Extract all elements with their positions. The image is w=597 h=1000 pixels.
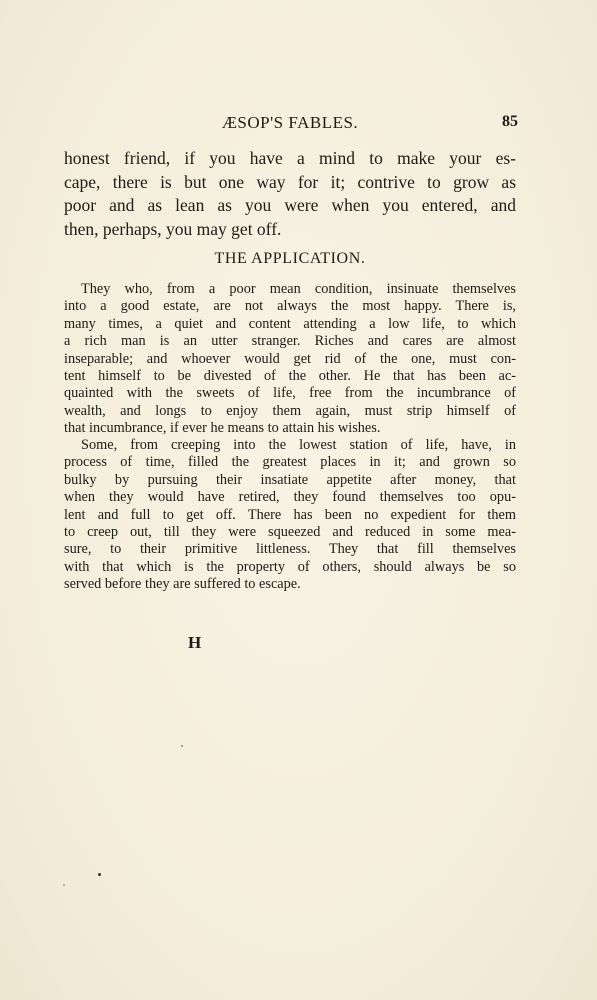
ink-speck: [98, 873, 101, 876]
text-line: process of time, filled the greatest places in it; and grown so: [64, 454, 516, 471]
text-line: Some, from creeping into the lowest station of life, have, in: [81, 437, 516, 453]
text-line: when they would have retired, they found themselves too opu-: [64, 489, 516, 506]
text-line: that incumbrance, if ever he means to attain his wishes.: [64, 420, 381, 437]
application-paragraph-1: [64, 281, 516, 438]
text-line: into a good estate, are not always the most happy. There is,: [64, 298, 516, 315]
text-line: many times, a quiet and content attending a low life, to which: [64, 315, 516, 332]
signature-mark: H: [188, 633, 202, 652]
text-line: They who, from a poor mean condition, insinuate themselves: [81, 281, 516, 297]
text-line: tent himself to be divested of the other. He that has been ac-: [64, 368, 516, 385]
ink-speck: [181, 745, 183, 747]
running-title: ÆSOP'S FABLES.: [221, 113, 359, 132]
text-line: then, perhaps, you may get off.: [64, 218, 282, 239]
text-line: to creep out, till they were squeezed and reduced in some mea-: [64, 524, 516, 541]
text-line: a rich man is an utter stranger. Riches and cares are almost: [64, 333, 516, 350]
ink-speck: [63, 884, 65, 886]
text-line: lent and full to get off. There has been no expedient for them: [64, 506, 516, 523]
text-line: poor and as lean as you were when you entered, and: [64, 195, 516, 215]
application-paragraph-2: [64, 437, 516, 594]
fable-ending-text: [64, 147, 516, 241]
page-number: 85: [502, 113, 518, 130]
text-line: wealth, and longs to enjoy them again, must strip himself of: [64, 402, 516, 419]
section-title: THE APPLICATION.: [214, 250, 366, 267]
running-head: [64, 113, 516, 135]
text-line: honest friend, if you have a mind to make your es-: [64, 148, 516, 168]
text-line: inseparable; and whoever would get rid of the one, must con-: [64, 350, 516, 367]
text-line: quainted with the sweets of life, free from the incumbrance of: [64, 385, 516, 402]
text-line: served before they are suffered to escape.: [64, 576, 301, 593]
text-line: cape, there is but one way for it; contrive to grow as: [64, 171, 516, 192]
text-line: sure, to their primitive littleness. They that fill themselves: [64, 541, 516, 558]
text-line: bulky by pursuing their insatiate appetite after money, that: [64, 471, 516, 488]
text-line: with that which is the property of others, should always be so: [64, 558, 516, 575]
